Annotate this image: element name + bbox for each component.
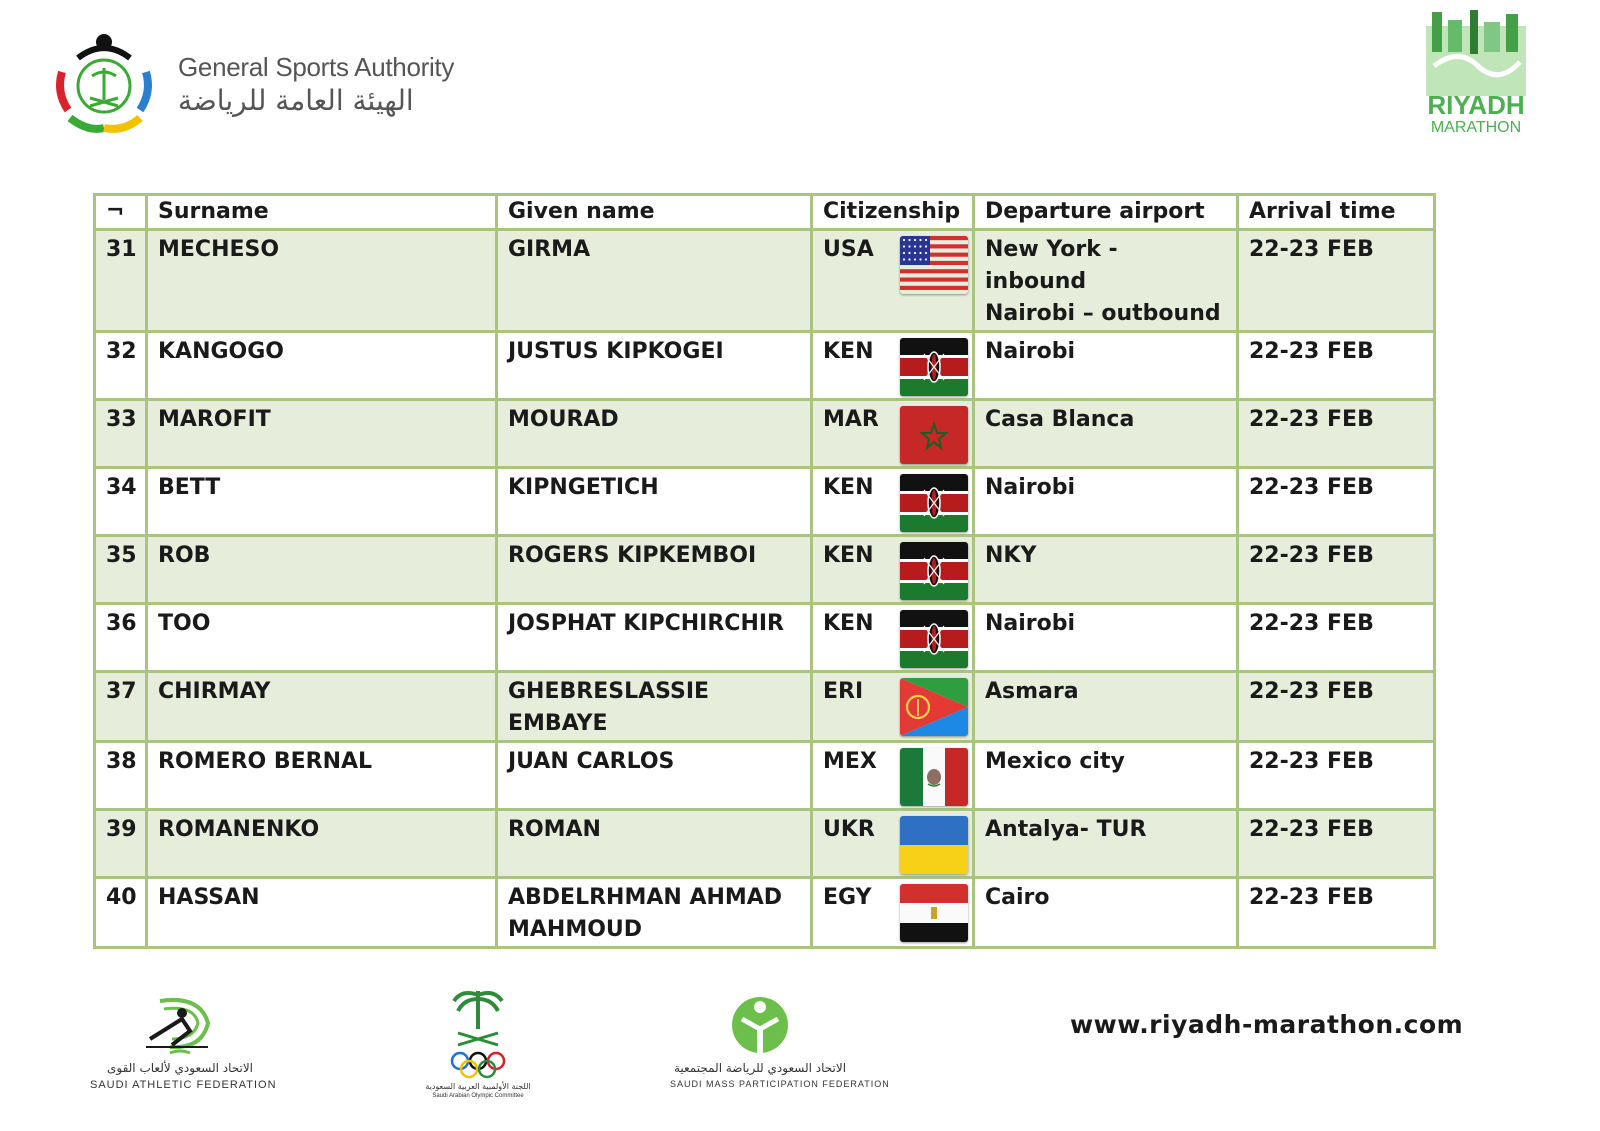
kenya-flag-icon [900,474,968,532]
surname-text: ROB [158,543,211,568]
given-name-text: ABDELRHMAN AHMAD [508,885,783,910]
cell-arrival-time [1238,878,1435,948]
cell-surname [147,332,497,400]
usa-flag-icon [900,236,968,294]
departure-airport-text: NKY [985,543,1037,568]
row-number: 35 [106,543,137,568]
citizenship-code: MEX [823,749,877,774]
athlete-table-container [93,193,1433,949]
arrival-time-text: 22-23 FEB [1249,749,1374,774]
row-number: 40 [106,885,137,910]
cell-citizenship [812,468,974,536]
table-row [95,878,1435,948]
cell-departure-airport [974,332,1238,400]
cell-citizenship [812,878,974,948]
header-surname: Surname [147,195,497,230]
arrival-time-text: 22-23 FEB [1249,885,1374,910]
given-name-text: GIRMA [508,237,591,262]
given-name-text: KIPNGETICH [508,475,659,500]
cell-departure-airport [974,810,1238,878]
table-row [95,468,1435,536]
cell-citizenship [812,400,974,468]
olympic-committee-name-ar: اللجنة الأولمبية العربية السعودية [425,1082,531,1091]
arrival-time-text: 22-23 FEB [1249,237,1374,262]
given-name-text: JOSPHAT KIPCHIRCHIR [508,611,784,636]
citizenship-code: KEN [823,475,874,500]
kenya-flag-icon [900,338,968,396]
row-number: 34 [106,475,137,500]
cell-number [95,810,147,878]
table-row [95,742,1435,810]
saudi-olympic-committee-logo [425,985,531,1105]
row-number: 33 [106,407,137,432]
given-name-text: ROMAN [508,817,601,842]
authority-name-en: General Sports Authority [178,52,455,82]
surname-text: MAROFIT [158,407,271,432]
cell-arrival-time [1238,742,1435,810]
header-departure-airport: Departure airport [974,195,1238,230]
arrival-time-text: 22-23 FEB [1249,817,1374,842]
citizenship-code: UKR [823,817,875,842]
table-row [95,332,1435,400]
authority-name-ar: الهيئة العامة للرياضة [178,84,414,117]
cell-arrival-time [1238,230,1435,332]
row-number: 36 [106,611,137,636]
table-row [95,672,1435,742]
cell-surname [147,878,497,948]
cell-arrival-time [1238,400,1435,468]
departure-airport-text: Casa Blanca [985,407,1135,432]
cell-surname [147,742,497,810]
header-citizenship: Citizenship [812,195,974,230]
arrival-time-text: 22-23 FEB [1249,611,1374,636]
cell-number [95,400,147,468]
arrival-time-text: 22-23 FEB [1249,475,1374,500]
cell-surname [147,400,497,468]
cell-citizenship [812,332,974,400]
departure-airport-text: Mexico city [985,749,1125,774]
cell-number [95,742,147,810]
given-name-text: GHEBRESLASSIE EMBAYE [508,679,710,736]
athletic-federation-emblem-icon [90,995,270,1059]
cell-number [95,604,147,672]
general-sports-authority-logo [48,28,468,140]
athletic-federation-name-ar: الاتحاد السعودي لألعاب القوى [106,1061,254,1075]
cell-surname [147,536,497,604]
cell-number [95,878,147,948]
given-name-text: MOURAD [508,407,619,432]
surname-text: HASSAN [158,885,260,910]
cell-arrival-time [1238,810,1435,878]
surname-text: ROMANENKO [158,817,320,842]
athlete-table [93,193,1436,949]
cell-departure-airport [974,672,1238,742]
cell-given-name [497,742,812,810]
row-number: 39 [106,817,137,842]
cell-surname [147,672,497,742]
cell-arrival-time [1238,604,1435,672]
cell-given-name [497,400,812,468]
given-name-text: JUSTUS KIPKOGEI [508,339,724,364]
table-body [95,230,1435,948]
marathon-logo-title: RIYADH [1427,90,1525,120]
athletic-federation-name-en: SAUDI ATHLETIC FEDERATION [90,1079,277,1091]
cell-departure-airport [974,742,1238,810]
mass-federation-name-ar: الاتحاد السعودي للرياضة المجتمعية [673,1061,847,1075]
cell-given-name [497,604,812,672]
table-row [95,230,1435,332]
arrival-time-text: 22-23 FEB [1249,543,1374,568]
surname-text: BETT [158,475,221,500]
cell-number [95,536,147,604]
cell-given-name [497,672,812,742]
arrival-time-text: 22-23 FEB [1249,339,1374,364]
departure-airport-text: Antalya- TUR [985,817,1147,842]
table-row [95,400,1435,468]
cell-departure-airport [974,878,1238,948]
cell-surname [147,604,497,672]
cell-departure-airport [974,230,1238,332]
departure-airport-text: New York - inbound [985,237,1118,294]
table-header-row [95,195,1435,230]
departure-airport-text-line2: Nairobi – outbound [985,301,1221,326]
departure-airport-text: Nairobi [985,475,1076,500]
olympic-committee-name-en: Saudi Arabian Olympic Committee [432,1093,524,1099]
cell-citizenship [812,604,974,672]
cell-citizenship [812,672,974,742]
cell-arrival-time [1238,332,1435,400]
arrival-time-text: 22-23 FEB [1249,407,1374,432]
egypt-flag-icon [900,884,968,942]
departure-airport-text: Cairo [985,885,1050,910]
website-link[interactable]: www.riyadh-marathon.com [1070,1010,1464,1039]
saudi-athletic-federation-logo [90,995,277,1105]
header-arrival-time: Arrival time [1238,195,1435,230]
row-number: 38 [106,749,137,774]
header-given-name: Given name [497,195,812,230]
ukraine-flag-icon [900,816,968,874]
surname-text: CHIRMAY [158,679,271,704]
given-name-text-line2: MAHMOUD [508,917,643,942]
cell-citizenship [812,536,974,604]
riyadh-marathon-logo [1420,6,1532,136]
citizenship-code: MAR [823,407,879,432]
cell-number [95,230,147,332]
cell-citizenship [812,230,974,332]
surname-text: ROMERO BERNAL [158,749,373,774]
cell-departure-airport [974,536,1238,604]
cell-citizenship [812,742,974,810]
cell-given-name [497,230,812,332]
arrival-time-text: 22-23 FEB [1249,679,1374,704]
riyadh-marathon-emblem-icon [1420,6,1532,136]
cell-departure-airport [974,400,1238,468]
table-row [95,604,1435,672]
citizenship-code: USA [823,237,874,262]
row-number: 32 [106,339,137,364]
cell-arrival-time [1238,536,1435,604]
citizenship-code: KEN [823,611,874,636]
citizenship-code: KEN [823,339,874,364]
departure-airport-text: Nairobi [985,339,1076,364]
cell-number [95,332,147,400]
citizenship-code: EGY [823,885,872,910]
departure-airport-text: Asmara [985,679,1079,704]
cell-arrival-time [1238,468,1435,536]
cell-number [95,672,147,742]
citizenship-code: KEN [823,543,874,568]
gsa-emblem-icon [48,28,160,140]
cell-given-name [497,810,812,878]
cell-surname [147,230,497,332]
marathon-logo-subtitle: MARATHON [1430,119,1522,136]
mexico-flag-icon [900,748,968,806]
cell-departure-airport [974,468,1238,536]
departure-airport-text: Nairobi [985,611,1076,636]
cell-surname [147,810,497,878]
saudi-mass-participation-federation-logo [670,995,890,1105]
mass-participation-emblem-icon [670,995,850,1059]
given-name-text: JUAN CARLOS [508,749,675,774]
morocco-flag-icon [900,406,968,464]
citizenship-code: ERI [823,679,864,704]
cell-given-name [497,332,812,400]
table-row [95,536,1435,604]
cell-arrival-time [1238,672,1435,742]
row-number: 31 [106,237,137,262]
cell-given-name [497,468,812,536]
cell-citizenship [812,810,974,878]
surname-text: KANGOGO [158,339,285,364]
cell-departure-airport [974,604,1238,672]
eritrea-flag-icon [900,678,968,736]
surname-text: TOO [158,611,211,636]
row-number: 37 [106,679,137,704]
surname-text: MECHESO [158,237,280,262]
given-name-text: ROGERS KIPKEMBOI [508,543,757,568]
kenya-flag-icon [900,542,968,600]
cell-given-name [497,878,812,948]
olympic-committee-emblem-icon [428,985,528,1081]
cell-surname [147,468,497,536]
kenya-flag-icon [900,610,968,668]
cell-given-name [497,536,812,604]
header-number: ¬ [95,195,147,230]
mass-federation-name-en: SAUDI MASS PARTICIPATION FEDERATION [670,1079,890,1089]
table-row [95,810,1435,878]
cell-number [95,468,147,536]
